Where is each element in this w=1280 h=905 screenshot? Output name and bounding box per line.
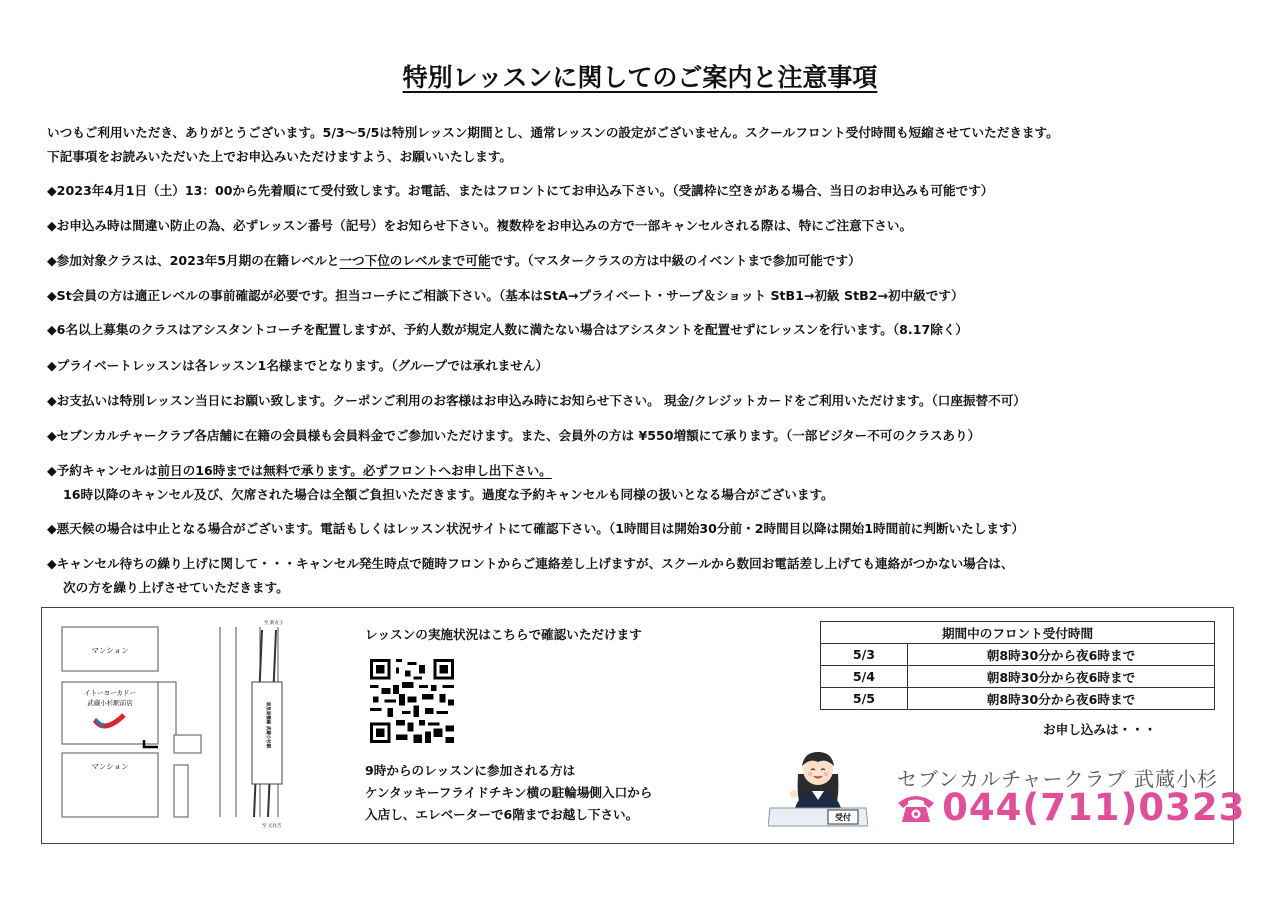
table-header: 期間中のフロント受付時間 (821, 622, 1215, 644)
notice-item-1: ◆2023年4月1日（土）13：00から先着順にて受付致します。お電話、またはフロントにてお申込み下さい。（受講枠に空きがある場合、当日のお申込みも可能です） (47, 183, 994, 198)
table-cell-day: 5/4 (821, 666, 908, 688)
notice-item-11: ◆キャンセル待ちの繰り上げに関して・・・キャンセル発生時点で随時フロントからご連絡差し上げますが、スクールから数回お電話差し上げても連絡がつかない場合は、 (47, 556, 1014, 571)
intro-line-2: 下記事項をお読みいただいた上でお申込みいただけますよう、お願いいたします。 (47, 149, 512, 164)
apply-label: お申し込みは・・・ (1043, 722, 1157, 737)
table-header-row (821, 622, 1215, 644)
notice-item-6: ◆プライベートレッスンは各レッスン1名様までとなります。（グループでは承れません） (47, 358, 549, 373)
table-cell-time: 朝8時30分から夜6時まで (908, 644, 1215, 666)
intro-line-1: いつもご利用いただき、ありがとうございます。5/3～5/5は特別レッスン期間とし、通常レッスンの設定がございません。スクールフロント受付時間も短縮させていただきます。 (47, 125, 1059, 140)
reception-sign-label: 受付 (835, 813, 851, 822)
phone-number[interactable]: 044(711)0323 (942, 786, 1246, 829)
front-hours-table (820, 621, 1215, 710)
phone-contact (895, 786, 1245, 830)
entrance-line-2: ケンタッキーフライドチキン横の駐輪場側入口から (365, 785, 653, 800)
table-cell-day: 5/3 (821, 644, 908, 666)
club-name: セブンカルチャークラブ 武蔵小杉 (897, 767, 1218, 791)
table-row (821, 688, 1215, 710)
telephone-icon (895, 791, 937, 825)
notice-item-9: ◆予約キャンセルは前日の16時までは無料で承ります。必ずフロントへお申し出下さい。 (47, 463, 552, 478)
page-title: 特別レッスンに関してのご案内と注意事項 (402, 63, 878, 92)
table-cell-time: 朝8時30分から夜6時まで (908, 688, 1215, 710)
map-label-station: 東急東横線 武蔵小杉駅 (265, 701, 270, 749)
map-label-mansion-bottom: マンション (91, 762, 129, 771)
notice-item-3: ◆参加対象クラスは、2023年5月期の在籍レベルと一つ下位のレベルまで可能です。（マスタークラスの方は中級のイベントまで参加可能です） (47, 253, 861, 268)
notice-item-4: ◆St会員の方は適正レベルの事前確認が必要です。担当コーチにご相談下さい。（基本はStA→プライベート・サーブ＆ショット StB1→初級 StB2→初中級です） (47, 288, 964, 303)
map-label-store-line1: イトーヨーカドー (84, 689, 136, 697)
notice-item-9-continued: 16時以降のキャンセル及び、欠席された場合は全額ご負担いただきます。過度な予約キャンセルも同様の扱いとなる場合がございます。 (63, 487, 834, 502)
notice-item-8: ◆セブンカルチャークラブ各店舗に在籍の会員様も会員料金でご参加いただけます。また、会員外の方は ¥550増額にて承ります。（一部ビジター不可のクラスあり） (47, 428, 981, 443)
map-label-mansion-top: マンション (91, 646, 129, 655)
notice-item-11-continued: 次の方を繰り上げさせていただきます。 (63, 580, 289, 595)
store-logo-icon (92, 711, 126, 735)
entrance-line-3: 入店し、エレベーターで6階までお越し下さい。 (365, 807, 639, 822)
map-label-north: 至 新丸子 (264, 621, 284, 626)
receptionist-illustration (768, 734, 868, 830)
map-label-south: 至 元住吉 (262, 824, 282, 829)
notice-item-5: ◆6名以上募集のクラスはアシスタントコーチを配置しますが、予約人数が規定人数に満たない場合はアシスタントを配置せずにレッスンを行います。（8.17除く） (47, 322, 969, 337)
map-label-store-line2: 武蔵小杉駅前店 (87, 699, 133, 707)
entrance-line-1: 9時からのレッスンに参加される方は (365, 763, 576, 778)
notice-item-10: ◆悪天候の場合は中止となる場合がございます。電話もしくはレッスン状況サイトにて確認下さい。（1時間目は開始30分前・2時間目以降は開始1時間前に判断いたします） (47, 521, 1025, 536)
table-row (821, 666, 1215, 688)
table-cell-time: 朝8時30分から夜6時まで (908, 666, 1215, 688)
notice-item-2: ◆お申込み時は間違い防止の為、必ずレッスン番号（記号）をお知らせ下さい。複数枠をお申込みの方で一部キャンセルされる際は、特にご注意下さい。 (47, 218, 913, 233)
notice-item-7: ◆お支払いは特別レッスン当日にお願い致します。クーポンご利用のお客様はお申込み時にお知らせ下さい。 現金/クレジットカードをご利用いただけます。（口座振替不可） (47, 393, 1026, 408)
table-row (821, 644, 1215, 666)
access-map (48, 616, 308, 838)
table-cell-day: 5/5 (821, 688, 908, 710)
lesson-status-heading: レッスンの実施状況はこちらで確認いただけます (365, 627, 642, 642)
qr-code-icon[interactable] (367, 659, 457, 743)
entrance-instructions (365, 760, 652, 826)
